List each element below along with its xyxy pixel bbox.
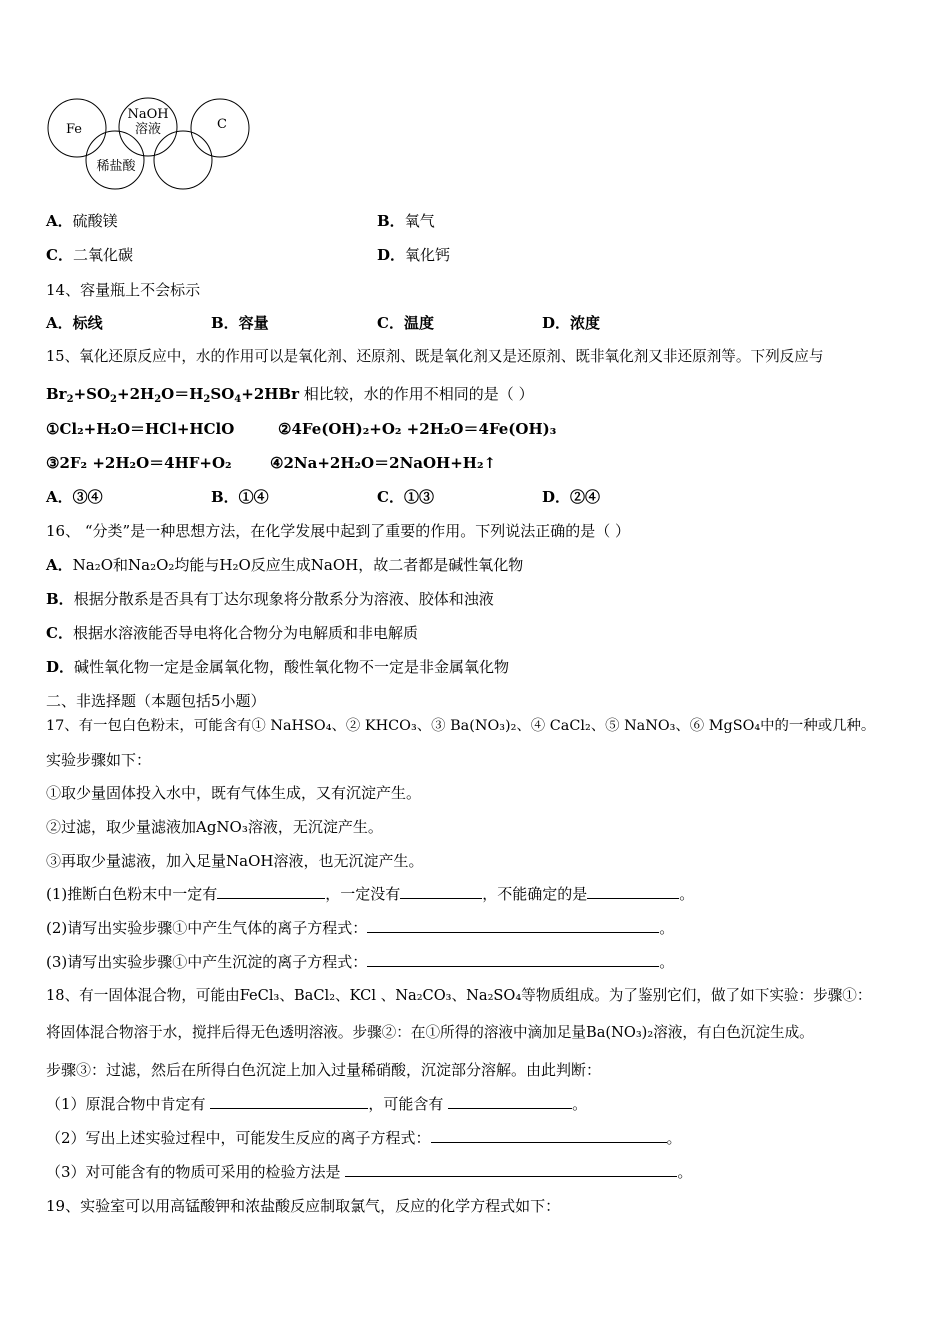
q13-option-d: D．氧化钙: [377, 246, 451, 264]
q17-stem: 17、有一包白色粉末，可能含有① NaHSO₄、② KHCO₃、③ Ba(NO₃)₂、④ CaCl₂、⑤ NaNO₃、⑥ MgSO₄中的一种或几种。: [46, 718, 876, 734]
label-naoh: NaOH: [127, 107, 169, 122]
q16-option-d: D．碱性氧化物一定是金属氧化物，酸性氧化物不一定是非金属氧化物: [46, 658, 510, 676]
q17-step-2: ②过滤，取少量滤液加AgNO₃溶液，无沉淀产生。: [46, 818, 383, 836]
q17-step-3: ③再取少量滤液，加入足量NaOH溶液，也无沉淀产生。: [46, 852, 424, 870]
q14-option-b: B．容量: [211, 314, 269, 332]
q16-stem: 16、 “分类”是一种思想方法，在化学发展中起到了重要的作用。下列说法正确的是（ ）: [46, 522, 630, 540]
q17-question-1: (1)推断白色粉末中一定有 ，一定没有 ，不能确定的是 。: [46, 885, 695, 903]
q17-blank-certain[interactable]: [217, 884, 325, 899]
q15-option-b: B．①④: [211, 488, 269, 506]
q15-reference-reaction: $Br_2+SO_2+2H_2O=H_2SO_4+2HBr$: [46, 385, 300, 405]
q17-blank-gas-equation[interactable]: [367, 918, 659, 933]
q15-option-c: C．①③: [377, 488, 434, 506]
q18-line-2: 将固体混合物溶于水，搅拌后得无色透明溶液。步骤②：在①所得的溶液中滴加足量Ba(NO₃)₂溶液，有白色沉淀生成。: [46, 1024, 814, 1041]
q18-blank-certain[interactable]: [210, 1094, 368, 1109]
reaction-circles-diagram: [40, 95, 260, 195]
q15-stem-line1: 15、氧化还原反应中，水的作用可以是氧化剂、还原剂、既是氧化剂又是还原剂、既非氧化剂又非还原剂等。下列反应与: [46, 348, 824, 365]
q17-blank-absent[interactable]: [400, 884, 482, 899]
q14-option-c: C．温度: [377, 314, 434, 332]
q14-stem: 14、容量瓶上不会标示: [46, 281, 201, 299]
q17-blank-uncertain[interactable]: [587, 884, 679, 899]
q18-line-3: 步骤③：过滤，然后在所得白色沉淀上加入过量稀硝酸，沉淀部分溶解。由此判断：: [46, 1061, 602, 1079]
q17-question-2: (2)请写出实验步骤①中产生气体的离子方程式： 。: [46, 919, 675, 937]
q16-option-a: A．Na₂O和Na₂O₂均能与H₂O反应生成NaOH，故二者都是碱性氧化物: [46, 556, 524, 574]
q17-blank-precipitate-equation[interactable]: [367, 952, 659, 967]
q18-question-3: （3）对可能含有的物质可采用的检验方法是 。: [46, 1163, 693, 1181]
q17-step-1: ①取少量固体投入水中，既有气体生成，又有沉淀产生。: [46, 784, 422, 802]
q13-option-b: B．氧气: [377, 212, 435, 230]
q18-question-1: （1）原混合物中肯定有 ，可能含有 。: [46, 1095, 588, 1113]
q17-steps-title: 实验步骤如下：: [46, 751, 152, 769]
q16-option-c: C．根据水溶液能否导电将化合物分为电解质和非电解质: [46, 624, 418, 642]
q18-blank-ionic-equation[interactable]: [431, 1128, 667, 1143]
q15-reaction-2: ②4Fe(OH)₂+O₂ +2H₂O＝4Fe(OH)₃: [278, 420, 557, 438]
q18-question-2: （2）写出上述实验过程中，可能发生反应的离子方程式： 。: [46, 1129, 682, 1147]
circle-unknown: [154, 131, 212, 189]
q17-question-3: (3)请写出实验步骤①中产生沉淀的离子方程式： 。: [46, 953, 675, 971]
label-fe: Fe: [65, 122, 83, 137]
section-heading: 二、非选择题（本题包括5小题）: [46, 692, 266, 710]
q14-option-d: D．浓度: [542, 314, 601, 332]
q15-stem-line2: $Br_2+SO_2+2H_2O=H_2SO_4+2HBr$ 相比较，水的作用不相同的是（ ）: [46, 385, 534, 405]
q13-option-c: C．二氧化碳: [46, 246, 133, 264]
q14-option-a: A．标线: [46, 314, 103, 332]
q18-blank-possible[interactable]: [448, 1094, 572, 1109]
label-carbon: C: [217, 117, 227, 132]
q15-option-a: A．③④: [46, 488, 103, 506]
q15-option-d: D．②④: [542, 488, 601, 506]
q15-reaction-1: ①Cl₂+H₂O＝HCl+HClO: [46, 420, 235, 438]
q15-reaction-4: ④2Na+2H₂O＝2NaOH+H₂↑: [270, 454, 497, 472]
q16-option-b: B．根据分散系是否具有丁达尔现象将分散系分为溶液、胶体和浊液: [46, 590, 494, 608]
label-dilute-hcl: 稀盐酸: [96, 159, 136, 174]
q15-reaction-3: ③2F₂ +2H₂O＝4HF+O₂: [46, 454, 232, 472]
label-solution: 溶液: [134, 122, 162, 137]
q19-stem: 19、实验室可以用高锰酸钾和浓盐酸反应制取氯气，反应的化学方程式如下：: [46, 1197, 561, 1215]
q18-blank-test-method[interactable]: [345, 1162, 677, 1177]
q18-line-1: 18、有一固体混合物，可能由FeCl₃、BaCl₂、KCl 、Na₂CO₃、Na₂SO₄等物质组成。为了鉴别它们，做了如下实验：步骤①：: [46, 987, 872, 1004]
q13-option-a: A．硫酸镁: [46, 212, 118, 230]
